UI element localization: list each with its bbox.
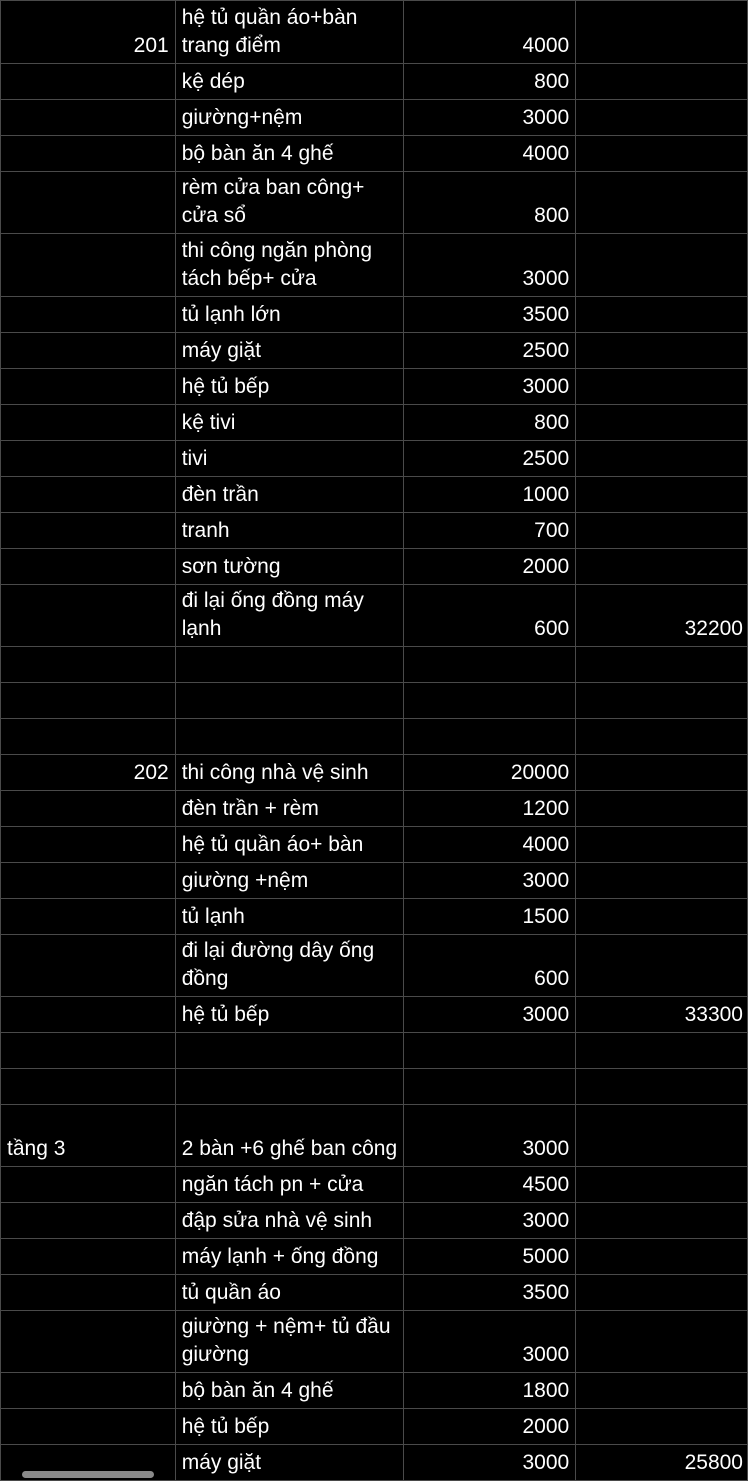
cell-total[interactable]: [576, 513, 748, 549]
cell-room[interactable]: [1, 369, 176, 405]
cell-room[interactable]: [1, 1167, 176, 1203]
cell-cost[interactable]: [404, 719, 576, 755]
cell-item[interactable]: giường+nệm: [175, 100, 404, 136]
cell-cost[interactable]: 2000: [404, 1409, 576, 1445]
cell-cost[interactable]: 2000: [404, 549, 576, 585]
table-row: [1, 549, 748, 585]
table-row: [1, 234, 748, 297]
cell-room[interactable]: [1, 1239, 176, 1275]
cell-total[interactable]: [576, 1311, 748, 1373]
table-row: [1, 1105, 748, 1167]
cell-cost[interactable]: 600: [404, 935, 576, 997]
cell-room[interactable]: [1, 172, 176, 234]
cell-cost[interactable]: 3000: [404, 1203, 576, 1239]
cell-total[interactable]: 25800: [576, 1445, 748, 1481]
cell-item[interactable]: đèn trần: [175, 477, 404, 513]
cell-total[interactable]: [576, 1239, 748, 1275]
cell-cost[interactable]: 1000: [404, 477, 576, 513]
cell-room[interactable]: [1, 1373, 176, 1409]
cell-total[interactable]: 32200: [576, 585, 748, 647]
cell-total[interactable]: [576, 1105, 748, 1167]
table-row: [1, 513, 748, 549]
cell-total[interactable]: [576, 719, 748, 755]
cell-item[interactable]: tủ lạnh lớn: [175, 297, 404, 333]
cell-cost[interactable]: 1500: [404, 899, 576, 935]
spreadsheet-body: [1, 1, 748, 1481]
cell-item[interactable]: giường +nệm: [175, 863, 404, 899]
table-row: [1, 935, 748, 997]
cell-cost[interactable]: 4000: [404, 827, 576, 863]
table-row: [1, 1275, 748, 1311]
table-row: [1, 1311, 748, 1373]
table-row: [1, 136, 748, 172]
cell-cost[interactable]: 3000: [404, 863, 576, 899]
cell-item[interactable]: giường + nệm+ tủ đầu giường: [175, 1311, 404, 1373]
cell-item[interactable]: tivi: [175, 441, 404, 477]
cell-total[interactable]: [576, 1, 748, 64]
table-row: [1, 441, 748, 477]
cell-item[interactable]: sơn tường: [175, 549, 404, 585]
cell-cost[interactable]: [404, 647, 576, 683]
cell-total[interactable]: [576, 172, 748, 234]
cell-cost[interactable]: 2500: [404, 333, 576, 369]
cell-total[interactable]: [576, 755, 748, 791]
cell-item[interactable]: hệ tủ bếp: [175, 369, 404, 405]
cell-item[interactable]: hệ tủ bếp: [175, 1409, 404, 1445]
cell-total[interactable]: [576, 405, 748, 441]
table-row: [1, 1167, 748, 1203]
cell-item[interactable]: thi công nhà vệ sinh: [175, 755, 404, 791]
table-row: [1, 1069, 748, 1105]
cell-cost[interactable]: 4500: [404, 1167, 576, 1203]
cell-item[interactable]: [175, 1033, 404, 1069]
cell-cost[interactable]: 20000: [404, 755, 576, 791]
cell-room[interactable]: [1, 935, 176, 997]
cell-item[interactable]: 2 bàn +6 ghế ban công: [175, 1105, 404, 1167]
cell-total[interactable]: 33300: [576, 997, 748, 1033]
table-row: [1, 827, 748, 863]
cell-total[interactable]: [576, 333, 748, 369]
cell-item[interactable]: hệ tủ quần áo+bàn trang điểm: [175, 1, 404, 64]
cell-total[interactable]: [576, 136, 748, 172]
cell-room[interactable]: [1, 1275, 176, 1311]
cell-item[interactable]: rèm cửa ban công+ cửa sổ: [175, 172, 404, 234]
cell-cost[interactable]: [404, 1033, 576, 1069]
cell-item[interactable]: bộ bàn ăn 4 ghế: [175, 136, 404, 172]
cell-room[interactable]: [1, 1409, 176, 1445]
cell-room[interactable]: [1, 333, 176, 369]
cell-total[interactable]: [576, 827, 748, 863]
cell-item[interactable]: đi lại đường dây ống đồng: [175, 935, 404, 997]
cell-cost[interactable]: 3000: [404, 100, 576, 136]
cell-room[interactable]: [1, 997, 176, 1033]
cell-cost[interactable]: 5000: [404, 1239, 576, 1275]
cell-total[interactable]: [576, 297, 748, 333]
cell-cost[interactable]: 3000: [404, 997, 576, 1033]
cell-room[interactable]: [1, 136, 176, 172]
cell-item[interactable]: tủ quần áo: [175, 1275, 404, 1311]
cell-item[interactable]: đèn trần + rèm: [175, 791, 404, 827]
table-row: [1, 997, 748, 1033]
cell-cost[interactable]: 3000: [404, 1445, 576, 1481]
cell-item[interactable]: kệ tivi: [175, 405, 404, 441]
table-row: [1, 333, 748, 369]
cell-total[interactable]: [576, 1373, 748, 1409]
cell-room[interactable]: [1, 441, 176, 477]
table-row: [1, 297, 748, 333]
table-row: [1, 64, 748, 100]
cell-total[interactable]: [576, 441, 748, 477]
cell-room[interactable]: [1, 234, 176, 297]
cell-room[interactable]: [1, 1033, 176, 1069]
cell-room[interactable]: [1, 477, 176, 513]
cell-item[interactable]: máy giặt: [175, 1445, 404, 1481]
cell-cost[interactable]: 1800: [404, 1373, 576, 1409]
cell-total[interactable]: [576, 683, 748, 719]
cell-item[interactable]: thi công ngăn phòng tách bếp+ cửa: [175, 234, 404, 297]
cell-item[interactable]: hệ tủ quần áo+ bàn: [175, 827, 404, 863]
cell-total[interactable]: [576, 1033, 748, 1069]
cell-cost[interactable]: 3000: [404, 369, 576, 405]
cell-room[interactable]: [1, 549, 176, 585]
cell-room[interactable]: tầng 3: [1, 1105, 176, 1167]
cell-cost[interactable]: 3000: [404, 1105, 576, 1167]
table-row: [1, 1409, 748, 1445]
cell-item[interactable]: [175, 683, 404, 719]
cell-item[interactable]: máy giặt: [175, 333, 404, 369]
cell-cost[interactable]: 4000: [404, 1, 576, 64]
cell-cost[interactable]: 800: [404, 64, 576, 100]
cell-cost[interactable]: 3000: [404, 1311, 576, 1373]
cell-item[interactable]: [175, 647, 404, 683]
cell-room[interactable]: 202: [1, 755, 176, 791]
table-row: [1, 791, 748, 827]
cell-total[interactable]: [576, 1409, 748, 1445]
table-row: [1, 863, 748, 899]
cell-total[interactable]: [576, 863, 748, 899]
cell-room[interactable]: [1, 791, 176, 827]
table-row: [1, 585, 748, 647]
cell-total[interactable]: [576, 369, 748, 405]
cell-cost[interactable]: [404, 683, 576, 719]
table-row: [1, 719, 748, 755]
table-row: [1, 1, 748, 64]
cell-room[interactable]: [1, 719, 176, 755]
cell-item[interactable]: đi lại ống đồng máy lạnh: [175, 585, 404, 647]
cell-item[interactable]: bộ bàn ăn 4 ghế: [175, 1373, 404, 1409]
cell-item[interactable]: hệ tủ bếp: [175, 997, 404, 1033]
table-row: [1, 405, 748, 441]
table-row: [1, 1239, 748, 1275]
cell-total[interactable]: [576, 899, 748, 935]
cell-room[interactable]: [1, 647, 176, 683]
cell-total[interactable]: [576, 477, 748, 513]
cell-item[interactable]: [175, 1069, 404, 1105]
cell-cost[interactable]: 800: [404, 172, 576, 234]
horizontal-scrollbar[interactable]: [22, 1471, 154, 1478]
cell-room[interactable]: [1, 1203, 176, 1239]
cell-room[interactable]: [1, 899, 176, 935]
table-row: [1, 1033, 748, 1069]
cell-total[interactable]: [576, 1203, 748, 1239]
table-row: [1, 369, 748, 405]
table-row: [1, 1373, 748, 1409]
cell-room[interactable]: [1, 513, 176, 549]
cell-item[interactable]: kệ dép: [175, 64, 404, 100]
cell-room[interactable]: [1, 1311, 176, 1373]
table-row: [1, 100, 748, 136]
cell-cost[interactable]: 2500: [404, 441, 576, 477]
cell-cost[interactable]: 700: [404, 513, 576, 549]
table-row: [1, 899, 748, 935]
cell-room[interactable]: [1, 297, 176, 333]
cell-room[interactable]: [1, 827, 176, 863]
cell-room[interactable]: [1, 100, 176, 136]
table-row: [1, 755, 748, 791]
cell-room[interactable]: [1, 64, 176, 100]
cell-total[interactable]: [576, 1167, 748, 1203]
cell-item[interactable]: [175, 719, 404, 755]
cell-room[interactable]: 201: [1, 1, 176, 64]
cell-total[interactable]: [576, 100, 748, 136]
cell-total[interactable]: [576, 234, 748, 297]
cell-total[interactable]: [576, 64, 748, 100]
cell-cost[interactable]: 3500: [404, 297, 576, 333]
cell-total[interactable]: [576, 1275, 748, 1311]
cell-item[interactable]: máy lạnh + ống đồng: [175, 1239, 404, 1275]
cell-room[interactable]: [1, 585, 176, 647]
cell-cost[interactable]: 600: [404, 585, 576, 647]
table-row: [1, 683, 748, 719]
table-row: [1, 172, 748, 234]
cell-total[interactable]: [576, 791, 748, 827]
cell-cost[interactable]: 3000: [404, 234, 576, 297]
cell-room[interactable]: [1, 1069, 176, 1105]
cell-item[interactable]: đập sửa nhà vệ sinh: [175, 1203, 404, 1239]
cell-total[interactable]: [576, 647, 748, 683]
cell-room[interactable]: [1, 863, 176, 899]
cell-item[interactable]: tranh: [175, 513, 404, 549]
table-row: [1, 477, 748, 513]
cell-cost[interactable]: 3500: [404, 1275, 576, 1311]
cell-cost[interactable]: 800: [404, 405, 576, 441]
cell-total[interactable]: [576, 935, 748, 997]
cell-room[interactable]: [1, 405, 176, 441]
cell-total[interactable]: [576, 549, 748, 585]
cell-total[interactable]: [576, 1069, 748, 1105]
cell-cost[interactable]: 1200: [404, 791, 576, 827]
table-row: [1, 1203, 748, 1239]
cell-cost[interactable]: 4000: [404, 136, 576, 172]
table-row: [1, 647, 748, 683]
cell-room[interactable]: [1, 683, 176, 719]
cell-item[interactable]: tủ lạnh: [175, 899, 404, 935]
cell-item[interactable]: ngăn tách pn + cửa: [175, 1167, 404, 1203]
cell-cost[interactable]: [404, 1069, 576, 1105]
